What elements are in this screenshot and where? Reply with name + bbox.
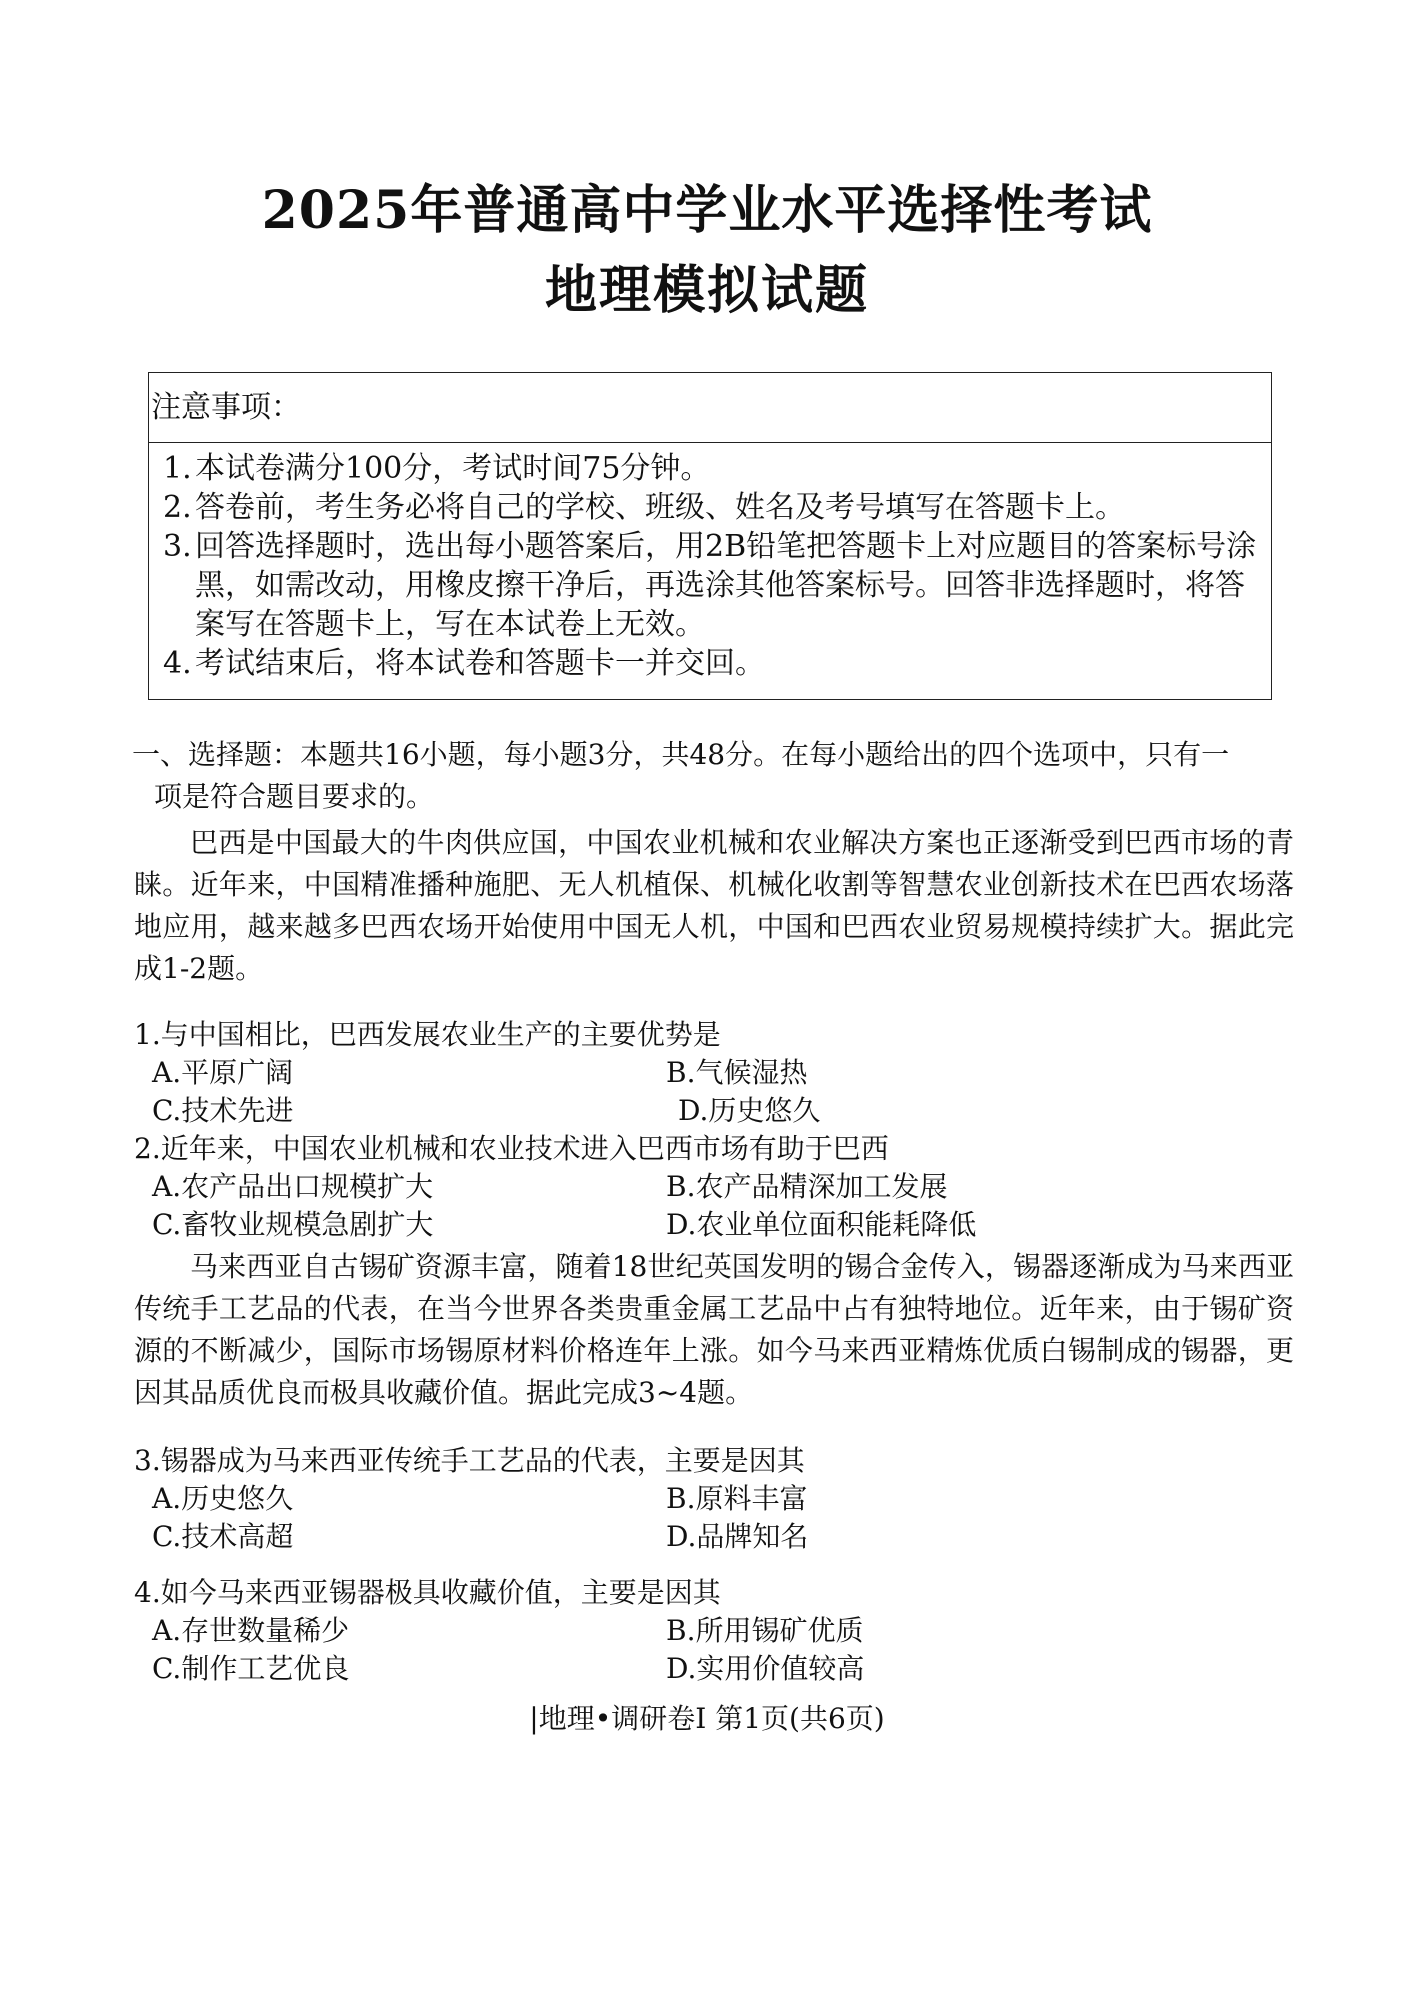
- question-stem: 2.近年来，中国农业机械和农业技术进入巴西市场有助于巴西: [134, 1132, 889, 1165]
- notice-item: [163, 449, 1259, 488]
- notice-item: [163, 644, 1259, 683]
- option-b: B.农产品精深加工发展: [666, 1170, 948, 1203]
- option-c: C.技术高超: [152, 1520, 294, 1553]
- notice-item-text: 考试结束后，将本试卷和答题卡一并交回。: [195, 646, 765, 681]
- option-d: D.历史悠久: [678, 1094, 821, 1127]
- reading-passage: 马来西亚自古锡矿资源丰富，随着18世纪英国发明的锡合金传入，锡器逐渐成为马来西亚传统手工艺品的代表，在当今世界各类贵重金属工艺品中占有独特地位。近年来，由于锡矿资源的不断减少，国际市场锡原材料价格连年上涨。如今马来西亚精炼优质白锡制成的锡器，更因其品质优良而极具收藏价值。据此完成3~4题。: [134, 1250, 1294, 1409]
- notice-box: [148, 372, 1272, 700]
- option-b: B.气候湿热: [666, 1056, 808, 1089]
- notice-item: [163, 488, 1259, 527]
- question-stem: 1.与中国相比，巴西发展农业生产的主要优势是: [134, 1018, 721, 1051]
- option-d: D.农业单位面积能耗降低: [666, 1208, 977, 1241]
- page-footer: |地理•调研卷Ⅰ 第1页(共6页): [529, 1702, 885, 1735]
- notice-item-number: 4.: [163, 646, 192, 681]
- notice-heading: 注意事项：: [149, 373, 1271, 443]
- option-d: D.实用价值较高: [666, 1652, 865, 1685]
- option-a: A.存世数量稀少: [152, 1614, 350, 1647]
- option-a: A.平原广阔: [152, 1056, 294, 1089]
- option-c: C.畜牧业规模急剧扩大: [152, 1208, 434, 1241]
- section-heading: [132, 734, 1292, 818]
- option-d: D.品牌知名: [666, 1520, 809, 1553]
- notice-item-text: 本试卷满分100分，考试时间75分钟。: [195, 451, 711, 486]
- notice-item-text: 回答选择题时，选出每小题答案后，用2B铅笔把答题卡上对应题目的答案标号涂黑，如需改动，用橡皮擦干净后，再选涂其他答案标号。回答非选择题时，将答案写在答题卡上，写在本试卷上无效。: [195, 529, 1257, 642]
- option-b: B.原料丰富: [666, 1482, 808, 1515]
- question-stem: 4.如今马来西亚锡器极具收藏价值，主要是因其: [134, 1576, 721, 1609]
- option-c: C.制作工艺优良: [152, 1652, 350, 1685]
- notice-item-text: 答卷前，考生务必将自己的学校、班级、姓名及考号填写在答题卡上。: [195, 490, 1125, 525]
- notice-item-number: 3.: [163, 529, 192, 564]
- option-a: A.历史悠久: [152, 1482, 294, 1515]
- section-heading-line: 一、选择题：本题共16小题，每小题3分，共48分。在每小题给出的四个选项中，只有一: [132, 738, 1230, 771]
- section-heading-line: 项是符合题目要求的。: [154, 780, 435, 813]
- notice-item-number: 2.: [163, 490, 192, 525]
- question-stem: 3.锡器成为马来西亚传统手工艺品的代表，主要是因其: [134, 1444, 805, 1477]
- option-c: C.技术先进: [152, 1094, 294, 1127]
- notice-item: [163, 527, 1259, 644]
- option-b: B.所用锡矿优质: [666, 1614, 864, 1647]
- reading-passage: 巴西是中国最大的牛肉供应国，中国农业机械和农业解决方案也正逐渐受到巴西市场的青睐。近年来，中国精准播种施肥、无人机植保、机械化收割等智慧农业创新技术在巴西农场落地应用，越来越多巴西农场开始使用中国无人机，中国和巴西农业贸易规模持续扩大。据此完成1-2题。: [134, 826, 1294, 985]
- option-a: A.农产品出口规模扩大: [152, 1170, 434, 1203]
- notice-list: [149, 443, 1271, 683]
- exam-title: 2025年普通高中学业水平选择性考试: [261, 180, 1153, 241]
- exam-subtitle: 地理模拟试题: [544, 260, 869, 321]
- notice-item-number: 1.: [163, 451, 192, 486]
